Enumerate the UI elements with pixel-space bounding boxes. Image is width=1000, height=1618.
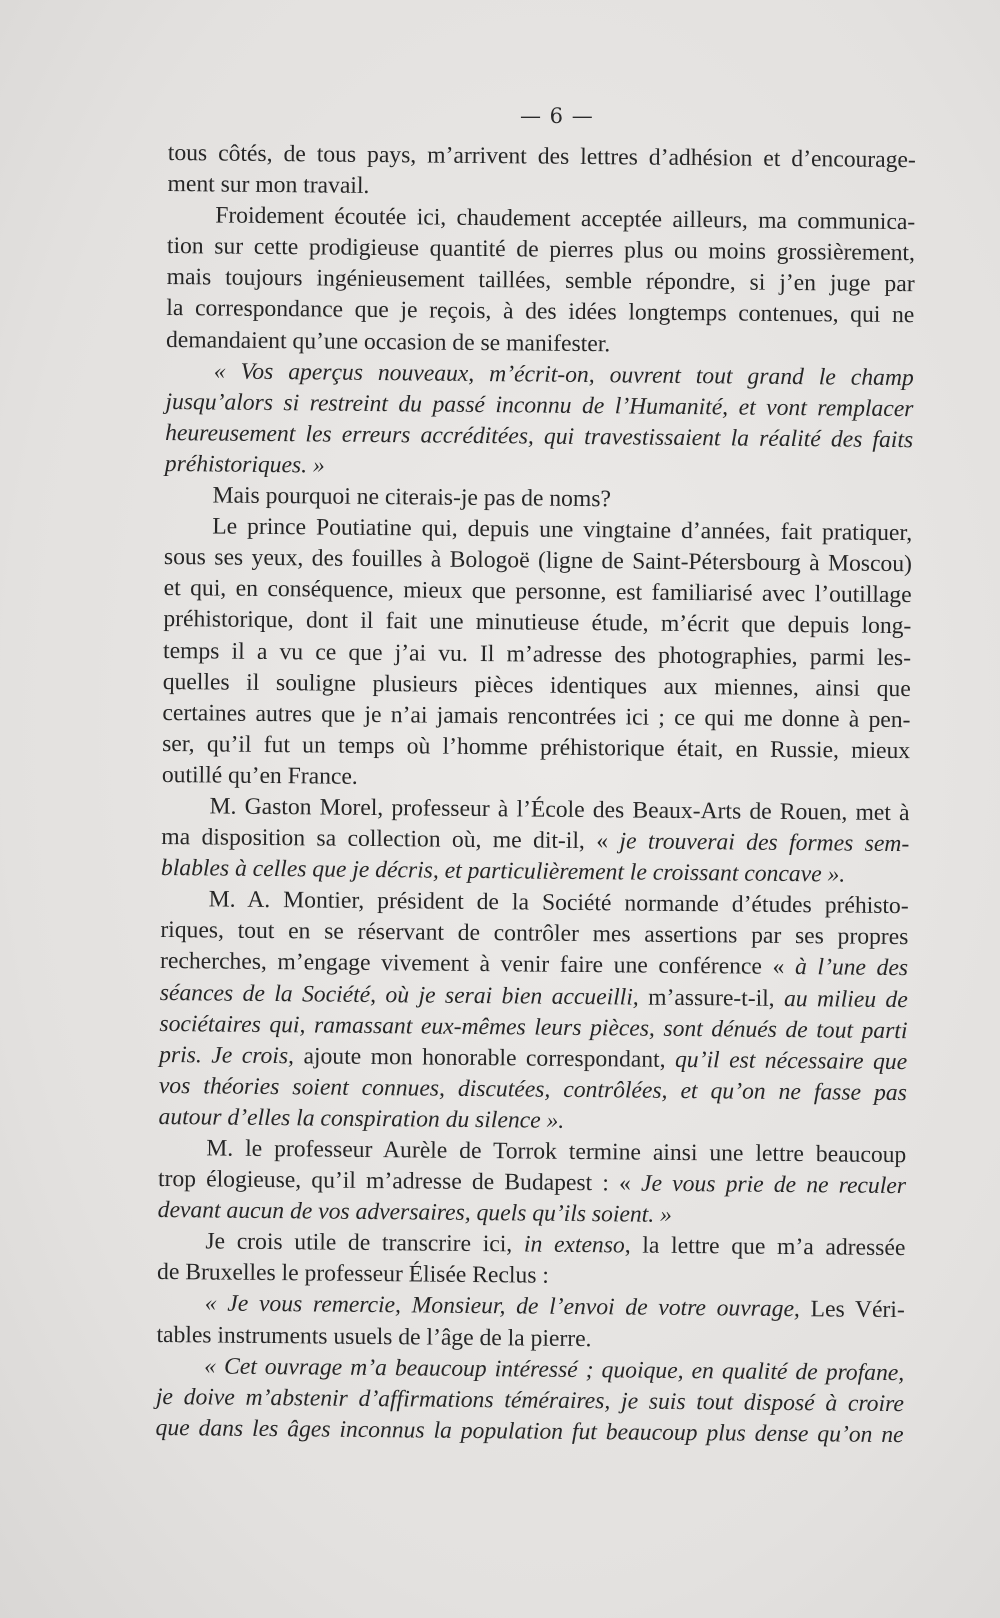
text-line: demandaient qu’une occasion de se manifester. xyxy=(165,326,611,357)
text-line: Froidement écoutée ici, chaudement acceptée ailleurs, ma communica- xyxy=(215,202,916,236)
text-line: M. A. Montier, président de la Société normande d’études préhisto- xyxy=(208,886,909,920)
text-line: M. le professeur Aurèle de Torrok termine ainsi une lettre beaucoup xyxy=(206,1135,907,1169)
text-line: que dans les âges inconnus la population fut beaucoup plus dense qu’on ne xyxy=(155,1414,904,1448)
text-line: heureusement les erreurs accréditées, qui travestissaient la réalité des faits xyxy=(165,419,914,454)
body-text xyxy=(155,138,916,1451)
text-line: riques, tout en se réservant de contrôler mes assertions par ses propres xyxy=(160,917,909,951)
text-line: vos théories soient connues, discutées, contrôlées, et qu’on ne fasse pas xyxy=(158,1072,907,1106)
text-line: quelles il souligne plusieurs pièces identiques aux miennes, ainsi que xyxy=(162,668,911,702)
text-line: « Vos aperçus nouveaux, m’écrit-on, ouvrent tout grand le champ xyxy=(213,358,914,391)
text-line: et qui, en conséquence, mieux que personne, est familiarisé avec l’outillage xyxy=(163,575,912,609)
text-line: « Cet ouvrage m’a beaucoup intéressé ; quoique, en qualité de profane, xyxy=(204,1353,905,1386)
text-line: préhistoriques. » xyxy=(164,450,325,479)
text-line: Mais pourquoi ne citerais-je pas de noms? xyxy=(212,482,612,513)
text-line: « Je vous remercie, Monsieur, de l’envoi de votre ouvrage, Les Véri- xyxy=(204,1290,905,1324)
text-line: mais toujours ingénieusement taillées, semble répondre, si j’en juge par xyxy=(166,264,915,298)
text-line: tables instruments usuels de l’âge de la pierre. xyxy=(156,1321,592,1352)
text-line: sous ses yeux, des fouilles à Bologoë (ligne de Saint-Pétersbourg à Moscou) xyxy=(163,544,913,578)
text-line: sociétaires qui, ramassant eux-mêmes leurs pièces, sont dénués de tout parti xyxy=(159,1010,908,1044)
text-line: blables à celles que je décris, et particulièrement le croissant concave ». xyxy=(160,855,846,888)
text-line: ment sur mon travail. xyxy=(167,171,370,200)
text-line: autour d’elles la conspiration du silence ». xyxy=(158,1103,565,1134)
text-line: préhistorique, dont il fait une minutieuse étude, m’écrit que depuis long- xyxy=(163,606,912,640)
text-line: de Bruxelles le professeur Élisée Reclus : xyxy=(156,1259,550,1290)
text-line: recherches, m’engage vivement à venir faire une conférence « à l’une des xyxy=(159,948,909,982)
text-line: tous côtés, de tous pays, m’arrivent des lettres d’adhésion et d’encourage- xyxy=(167,139,916,174)
text-line: séances de la Société, où je serai bien accueilli, m’assure-t-il, au milieu de xyxy=(159,979,908,1013)
text-line: je doive m’abstenir d’affirmations téméraires, je suis tout disposé à croire xyxy=(155,1383,905,1417)
text-line: Je crois utile de transcrire ici, in extenso, la lettre que m’a adressée xyxy=(205,1228,906,1262)
text-line: M. Gaston Morel, professeur à l’École des Beaux-Arts de Rouen, met à xyxy=(209,793,910,827)
text-line: ser, qu’il fut un temps où l’homme préhistorique était, en Russie, mieux xyxy=(162,730,911,764)
text-line: temps il a vu ce que j’ai vu. Il m’adresse des photographies, parmi les- xyxy=(162,637,912,671)
page-number: — 6 — xyxy=(520,104,594,128)
text-line: tion sur cette prodigieuse quantité de pierres plus ou moins grossièrement, xyxy=(166,233,916,267)
text-line: Le prince Poutiatine qui, depuis une vingtaine d’années, fait pratiquer, xyxy=(212,513,913,547)
text-line: jusqu’alors si restreint du passé inconnu de l’Humanité, et vont remplacer xyxy=(165,388,914,422)
text-line: pris. Je crois, ajoute mon honorable correspondant, qu’il est nécessaire que xyxy=(159,1041,908,1075)
text-line: ma disposition sa collection où, me dit-il, « je trouverai des formes sem- xyxy=(161,824,910,858)
text-line: trop élogieuse, qu’il m’adresse de Budapest : « Je vous prie de ne reculer xyxy=(157,1166,907,1200)
text-line: devant aucun de vos adversaires, quels qu’ils soient. » xyxy=(157,1197,672,1229)
text-line: certaines autres que je n’ai jamais rencontrées ici ; ce qui me donne à pen- xyxy=(162,699,911,733)
text-line: outillé qu’en France. xyxy=(161,761,358,790)
text-line: la correspondance que je reçois, à des idées longtemps contenues, qui ne xyxy=(166,295,915,329)
